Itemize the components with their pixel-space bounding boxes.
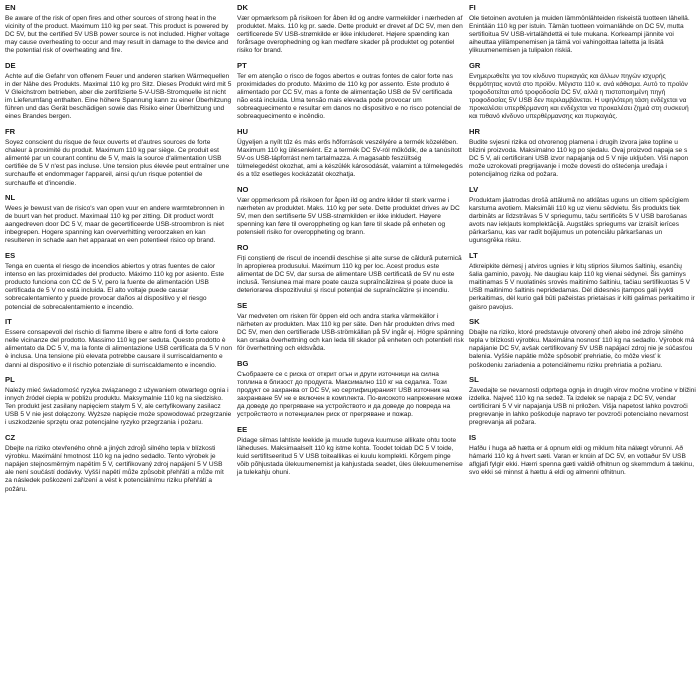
warning-text: Dbejte na riziko otevřeného ohně a jiných zdrojů silného tepla v blízkosti výrobku. Maximální hmotnost 110 kg na jedno sedadlo. Tento výrobek je napájen stejnosměrným napětím 5 V, certifikovaný zdroj napájení 5 V USB ale není součástí dodávky. Vyšší napětí může způsobit přehřátí a může mít za následek poškození zařízení a vést k potenciálnímu riziku přehřátí a požáru. [5,445,224,493]
warning-block-fr [5,127,232,188]
warning-text: Essere consapevoli del rischio di fiamme libere e altre fonti di forte calore nelle vicinanze del prodotto. Massimo 110 kg per seduta. Questo prodotto è alimentato da DC 5 V, ma la fonte di alimentazione USB certificata da 5 V non è inclusa. Una tensione più elevata potrebbe causare il surriscaldamento e danni al dispositivo e il rischio potenziale di surriscaldamento e incendio. [5,329,233,369]
language-code: LV [469,185,479,194]
language-code: DK [237,3,248,12]
language-code: GR [469,60,481,70]
language-code: FR [5,127,16,137]
language-code: CZ [5,433,16,443]
language-code: SE [237,300,248,310]
warning-document [5,3,697,697]
warning-block-en [5,3,232,55]
warning-text: Należy mieć świadomość ryzyka związanego z używaniem otwartego ognia i innych źródeł ciepła w pobliżu produktu. Maksymalnie 110 kg na siedzisko. Ten produkt jest zasilany napięciem stałym 5 V, ale certyfikowany zasilacz USB 5 V nie jest dołączony. Wyższe napięcie może spowodować przegrzanie i uszkodzenie sprzętu oraz potencjalne ryzyko przegrzania i pożaru. [5,387,232,427]
column-left [5,3,232,697]
warning-block-ro [237,243,464,295]
language-code: HR [469,127,480,137]
language-code: LT [469,251,478,261]
warning-block-fi [469,3,696,55]
warning-block-sk [469,317,696,369]
language-code: HU [237,127,248,137]
language-code: NO [237,185,249,194]
column-right [469,3,696,697]
warning-block-it [5,317,232,369]
warning-text: Budite svjesni rizika od otvorenog plamena i drugih izvora jake topline u blizini proizvoda. Maksimalno 110 kg po sjedalu. Ovaj proizvod napaja se s DC 5 V, ali certificirani USB izvor napajanja od 5 V nije uključen. Viši napon može uzrokovati pregrijavanje i može dovesti do oštećenja uređaja i potencijalnog rizika od požara. [469,139,689,179]
warning-text: Vær oppmerksom på risikoen for åpen ild og andre kilder til sterk varme i nærheten av produktet. Maks. 110 kg per sete. Dette produktet drives av DC 5V, men den sertifiserte 5V USB-strømkilden er ikke inkludert. Høyere spenning kan føre til overoppheting og kan føre til skade på enheten og potensiell risiko for overoppheting og brann. [237,197,460,237]
warning-block-gr [469,61,696,122]
language-code: SL [469,375,479,385]
language-code: ES [5,251,16,261]
warning-text: Produktam jāatrodas drošā attālumā no atklātas uguns un citiem spēcīgiem karstuma avotiem. Maksimāli 110 kg uz vienu sēdvietu. Šis produkts tiek darbināts ar līdzstrāvas 5 V spriegumu, taču sertificēts 5 V USB barošanas avots nav iekļauts komplektācijā. Augstāks spriegums var izraisīt ierīces pārkaršanu, kas var radīt bojājumus un potenciālu pārkaršanas un ugunsgrēka risku. [469,197,689,245]
warning-block-dk [237,3,464,55]
language-code: PL [5,375,15,385]
warning-block-es [5,251,232,312]
warning-text: Var medveten om risken för öppen eld och andra starka värmekällor i närheten av produkten. Max 110 kg per säte. Den här produkten drivs med DC 5V, men den certifierade USB-strömkällan på 5V ingår ej. Högre spänning kan orsaka överhettning och kan leda till skador på enheten och potentiell risk för överhettning och eldsvåda. [237,312,464,353]
warning-block-ee [237,425,464,477]
warning-text: Achte auf die Gefahr von offenem Feuer und anderen starken Wärmequellen in der Nähe des Produkts. Maximal 110 kg pro Sitz. Dieses Produkt wird mit 5 V Gleichstrom betrieben, aber die zertifizierte 5-V-USB-Stromquelle ist nicht im Lieferumfang enthalten. Eine höhere Spannung kann zu einer Überhitzung führen und das Gerät beschädigen sowie das Risiko einer Überhitzung und eines Brandes bergen. [5,72,232,121]
warning-text: Ügyeljen a nyílt tűz és más erős hőforrások veszélyére a termék közelében. Maximum 110 kg ülésenként. Ez a termék DC 5V-ról működik, de a tanúsított 5V-os USB-tápforrást nem tartalmazza. A magasabb feszültség túlmelegedést okozhat, ami a készülék károsodását, valamint a túlmelegedés és a tűz esetleges kockázatát okozhatja. [237,139,463,179]
warning-text: Pidage silmas lahtiste leekide ja muude tugeva kuumuse allikate ohtu toote läheduses. Maksimaalselt 110 kg istme kohta. Toodet toidab DC 5 V toide, kuid sertifitseeritud 5 V USB toiteallikas ei kuulu komplekti. Kõrgem pinge võib põhjustada ülekuumenemist ja kahjustada seadet, üles ülekuumenemise ja tulekahju ohuni. [237,436,463,477]
warning-text: Atkreipkite dėmesį į atviros ugnies ir kitų stiprios šilumos šaltinių, esančių šalia gaminio, pavojų. Ne daugiau kaip 110 kg vienai sėdynei. Šis gaminys maitinamas 5 V nuolatinės srovės maitinimo šaltiniu, tačiau sertifikuotas 5 V USB maitinimo šaltinis nepridedamas. Dėl didesnės įtampos gali įvykti perkaitimas, dėl kurio gali būti pažeistas prietaisas ir kilti galimas perkaitimo ir gaisro pavojus. [469,263,695,311]
warning-block-no [237,185,464,237]
warning-text: Fiți conștienți de riscul de incendii deschise și alte surse de căldură puternică în apropierea produsului. Maximum 110 kg per loc. Acest produs este alimentat de DC 5V, dar sursa de alimentare USB certificată de 5V nu este inclusă. Tensiunea mai mare poate cauza supraîncălzirea și poate duce la deteriorarea dispozitivului și riscul potențial de supraîncălzire și incendiu. [237,254,462,295]
warning-text: Ενημερωθείτε για τον κίνδυνο πυρκαγιάς και άλλων πηγών ισχυρής θερμότητας κοντά στο προϊόν. Μέγιστο 110 κ. ανά κάθισμα. Αυτό το προϊόν τροφοδοτείται από τροφοδοσία DC 5V, αλλά η πιστοποιημένη πηγή τροφοδοσίας 5V USB δεν περιλαμβάνεται. Η υψηλότερη τάση ενδέχεται να προκαλέσει υπερθέρμανση και ενδέχεται να προκαλέσει ζημιά στη συσκευή και πιθανό κίνδυνο υπερθέρμανσης και πυρκαγιάς. [469,72,689,121]
warning-block-is [469,433,696,477]
warning-block-bg [237,359,464,420]
warning-text: Ter em atenção o risco de fogos abertos e outras fontes de calor forte nas proximidades do produto. Máximo de 110 kg por assento. Este produto é alimentado por CC 5V, mas a fonte de alimentação USB de 5V certificada não está incluída. Uma tensão mais elevada pode provocar um sobreaquecimento e resultar em danos no dispositivo e no risco potencial de sobreaquecimento e incêndio. [237,72,461,121]
warning-text: Wees je bewust van de risico's van open vuur en andere warmtebronnen in de buurt van het product. Maximaal 110 kg per zitting. Dit product wordt aangedreven door DC 5 V, maar de gecertificeerde USB-stroombron is niet inbegrepen. Hogere spanning kan oververhitting veroorzaken en kan resulteren in schade aan het apparaat en een potentieel risico op brand. [5,205,225,245]
warning-text: Vær opmærksom på risikoen for åben ild og andre varmekilder i nærheden af produktet. Maks. 110 kg pr. sæde. Dette produkt er drevet af DC 5V, men den certificerede 5V USB-strømkilde er ikke inkluderet. Højere spænding kan forårsage overophedning og kan medføre skader på produktet og potentiel risiko for brand. [237,15,463,55]
warning-block-cz [5,433,232,494]
language-code: RO [237,242,249,252]
language-code: EN [5,3,16,12]
warning-text: Zavedajte se nevarnosti odprtega ognja in drugih virov močne vročine v bližini izdelka. Največ 110 kg na sedež. Ta izdelek se napaja z DC 5V, vendar certificirani 5 V vir napajanja USB ni priložen. Višja napetost lahko povzroči pregrevanje in lahko poškoduje napravo ter povzroči potencialno nevarnost pregrevanja ali požara. [469,387,696,427]
warning-text: Dbajte na riziko, ktoré predstavuje otvorený oheň alebo iné zdroje silného tepla v blízkosti výrobku. Maximálna nosnosť 110 kg na sedadlo. Výrobok má napájanie DC 5V, avšak certifikovaný 5V USB napájací zdroj nie je súčasťou balenia. Vyššie napätie môže spôsobiť prehriatie, čo môže viesť k poškodeniu zariadenia a potenciálnemu riziku prehriatia a požiaru. [469,329,695,369]
language-code: IT [5,317,12,327]
warning-block-hu [237,127,464,179]
language-code: EE [237,424,248,434]
warning-block-de [5,61,232,122]
warning-text: Tenga en cuenta el riesgo de incendios abiertos y otras fuentes de calor intenso en las proximidades del producto. Máximo 110 kg por asiento. Este producto funciona con CC de 5 V, pero la fuente de alimentación USB certificada de 5 V no está incluida. El alto voltaje puede causar sobrecalentamiento y puede provocar daños al dispositivo y el riesgo potencial de sobrecalentamiento e incendio. [5,263,225,311]
warning-block-lv [469,185,696,246]
warning-text: Ole tietoinen avotulen ja muiden lämmönlähteiden riskeistä tuotteen lähellä. Enintään 110 kg per istuin. Tämän tuotteen voimanlähde on DC 5V, mutta sertifioitua 5V USB-virtalähdettä ei tule mukana. Korkeampi jännite voi aiheuttaa ylilämpenemisen ja tämä voi vahingoittaa laitetta ja lisätä ylikuumenemisen ja tulipalon riskiä. [469,15,690,55]
warning-block-pl [5,375,232,427]
language-code: FI [469,3,476,12]
language-code: DE [5,60,16,70]
warning-block-lt [469,251,696,312]
warning-text: Soyez conscient du risque de feux ouverts et d'autres sources de forte chaleur à proximité du produit. Maximum 110 kg par siège. Ce produit est alimenté par un courant continu de 5 V, mais la source d'alimentation USB certifiée de 5 V n'est pas incluse. Une tension plus élevée peut entraîner une surchauffe et endommager l'appareil, ainsi qu'un risque potentiel de surchauffe et d'incendie. [5,139,230,187]
warning-block-nl [5,193,232,245]
warning-text: Hafðu í huga að hætta er á opnum eldi og miklum hita nálægt vörunni. Að hámarki 110 kg á hvert sæti. Varan er knúin af DC 5V, en vottaður 5V USB aflgjafi fylgir ekki. Hærri spenna gæti valdið ofhitnun og skemmdum á tækinu, svo ekki sé minnst á hættu á eldi og almenni ofhitnun. [469,445,695,477]
language-code: IS [469,433,477,443]
warning-block-pt [237,61,464,122]
warning-text: Be aware of the risk of open fires and other sources of strong heat in the vicinity of the product. Maximum 110 kg per seat. This product is powered by DC 5V, but the certified 5V USB power source is not included. Higher voltage may cause overheating to occur and may result in damage to the device and the potential risk of overheating and fire. [5,15,230,55]
warning-block-hr [469,127,696,179]
column-middle [237,3,464,697]
language-code: PT [237,60,247,70]
language-code: BG [237,358,249,368]
language-code: NL [5,193,16,203]
warning-text: Съобразете се с риска от открит огън и други източници на силна топлина в близост до продукта. Максимално 110 кг на седалка. Този продукт се захранва от DC 5V, но сертифицираният USB източник на захранване 5V не е включен в комплекта. По-високото напрежение може да доведе до прегряване на устройството и да доведе до повреда на устройството и потенциален риск от прегряване и пожар. [237,370,463,419]
language-code: SK [469,317,480,327]
warning-block-sl [469,375,696,427]
warning-block-se [237,301,464,353]
